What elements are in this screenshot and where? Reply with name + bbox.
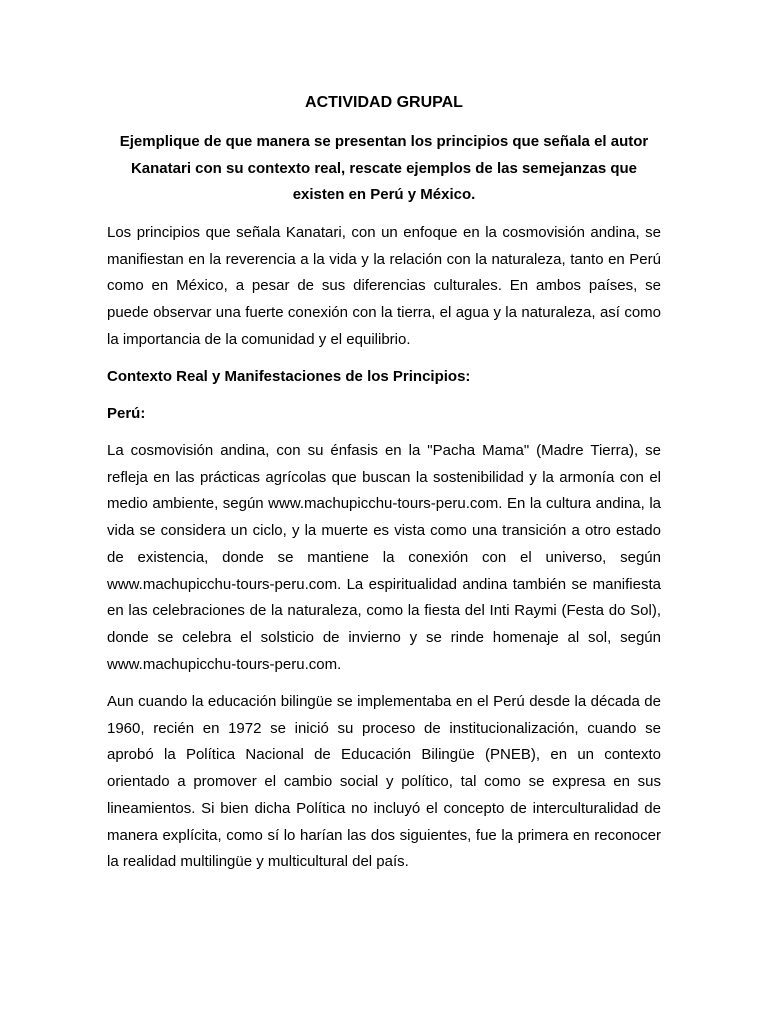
- intro-paragraph: Los principios que señala Kanatari, con un enfoque en la cosmovisión andina, se manifiestan en la reverencia a la vida y la relación con la naturaleza, tanto en Perú como en México, a pesar de sus diferencias culturales. En ambos países, se puede observar una fuerte conexión con la tierra, el agua y la naturaleza, así como la importancia de la comunidad y el equilibrio.: [107, 224, 661, 348]
- peru-paragraph: La cosmovisión andina, con su énfasis en la "Pacha Mama" (Madre Tierra), se refleja en las prácticas agrícolas que buscan la sostenibilidad y la armonía con el medio ambiente, según www.machupicchu-tours-peru.com. En la cultura andina, la vida se considera un ciclo, y la muerte es vista como una transición a otro estado de existencia, donde se mantiene la conexión con el universo, según www.machupicchu-tours-peru.com. La espiritualidad andina también se manifiesta en las celebraciones de la naturaleza, como la fiesta del Inti Raymi (Festa do Sol), donde se celebra el solsticio de invierno y se rinde homenaje al sol, según www.machupicchu-tours-peru.com.: [107, 442, 661, 673]
- assignment-question: Ejemplique de que manera se presentan los principios que señala el autor Kanatari con su contexto real, rescate ejemplos de las semejanzas que existen en Perú y México.: [119, 133, 649, 204]
- section-heading: Contexto Real y Manifestaciones de los Principios:: [107, 368, 471, 385]
- subheading-peru: Perú:: [107, 405, 146, 422]
- education-paragraph: Aun cuando la educación bilingüe se implementaba en el Perú desde la década de 1960, recién en 1972 se inició su proceso de institucionalización, cuando se aprobó la Política Nacional de Educación Bilingüe (PNEB), en un contexto orientado a promover el cambio social y político, tal como se expresa en sus lineamientos. Si bien dicha Política no incluyó el concepto de interculturalidad de manera explícita, como sí lo harían las dos siguientes, fue la primera en reconocer la realidad multilingüe y multicultural del país.: [107, 693, 661, 871]
- page-title: ACTIVIDAD GRUPAL: [305, 94, 463, 111]
